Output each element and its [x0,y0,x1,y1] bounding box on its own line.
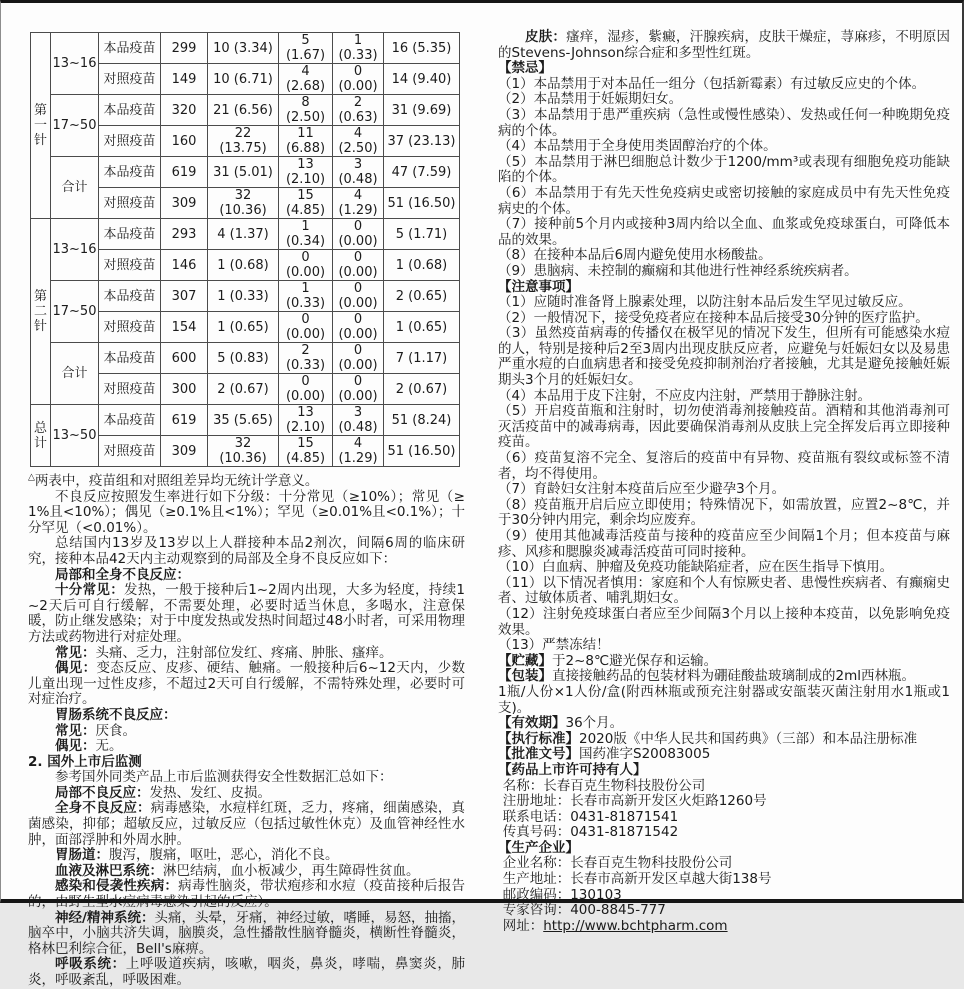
table-cell-arm: 本品疫苗 [99,33,161,64]
table-cell-arm: 本品疫苗 [99,219,161,250]
table-cell: 320 [161,95,208,126]
paragraph [498,794,950,810]
paragraph-text: （9）使用其他减毒活疫苗与接种的疫苗应至少间隔1个月；但本疫苗与麻疹、风疹和腮腺炎减毒活疫苗可同时接种。 [498,528,950,560]
table-cell-age: 合计 [51,157,99,219]
paragraph [498,404,950,451]
paragraph [498,685,950,716]
website-link: http://www.bchtpharm.com [543,917,728,934]
paragraph [498,186,950,217]
paragraph-text: 病毒感染，水痘样红斑，乏力，疼痛，细菌感染，真菌感染，抑郁；超敏反应，过敏反应（包括过敏性休克）及血管神经性水肿，面部浮肿和外周水肿。 [28,800,466,848]
paragraph-label: 【批准文号】 [498,746,579,763]
paragraph-text: （5）开启疫苗瓶和注射时，切勿使消毒剂接触疫苗。酒精和其他消毒剂可灭活疫苗中的减毒病毒，因此要确保消毒剂从皮肤上完全挥发后再立即接种疫苗。 [498,403,950,451]
paragraph-label: 常见： [55,644,96,661]
paragraph-label: 全身不良反应： [55,800,151,817]
table-cell-arm: 对照疫苗 [99,126,161,157]
paragraph-label: 十分常见： [55,582,125,599]
paragraph [498,280,950,296]
paragraph-text: （2）本品禁用于妊娠期妇女。 [498,91,683,108]
table-cell-arm: 本品疫苗 [99,281,161,312]
table-cell-arm: 本品疫苗 [99,157,161,188]
table-cell: 2 (0.67) [384,374,460,405]
paragraph-text: （3）虽然疫苗病毒的传播仅在极罕见的情况下发生，但所有可能感染水痘的人，特别是接种后2至3周内出现皮肤反应者，应避免与妊娠妇女以及易患严重水痘的白血病患者和接受免疫抑制剂治疗者接触，尤其是避免接触妊娠期头3个月的妊娠妇女。 [498,325,950,389]
table-cell-arm: 对照疫苗 [99,374,161,405]
paragraph-label: 【生产企业】 [498,839,579,856]
paragraph [498,607,950,638]
paragraph [28,583,465,645]
table-cell: 21 (6.56) [208,95,279,126]
paragraph [28,879,465,910]
table-cell: 307 [161,281,208,312]
table-cell: 293 [161,219,208,250]
table-cell: 619 [161,157,208,188]
paragraph-text: （11）以下情况者慎用：家庭和个人有惊厥史者、患慢性疾病者、有癫痫史者、过敏体质者、哺乳期妇女。 [498,574,950,607]
paragraph [498,155,950,186]
paragraph-text: 邮政编码：130103 [502,886,622,903]
paragraph [28,568,465,584]
paragraph-text: 上呼吸道疾病，咳嗽，咽炎，鼻炎，哮喘，鼻窦炎，肺炎，呼吸紊乱，呼吸困难。 [28,956,466,988]
paragraph [498,763,950,779]
table-cell: 32 (10.36) [208,436,279,467]
table-cell: 10 (3.34) [208,33,279,64]
paragraph-text: 不良反应按照发生率进行如下分级：十分常见（≥10%）；常见（≥1%且<10%）；偶见（≥0.1%且<1%）；罕见（≥0.01%且<0.1%）；十分罕见（<0.01%）。 [28,488,465,536]
left-column-text [28,474,465,989]
table-cell: 0 (0.00) [333,281,384,312]
table-cell: 31 (9.69) [384,95,460,126]
table-row [31,219,460,250]
paragraph [498,825,950,841]
paragraph [28,724,465,740]
table-cell: 16 (5.35) [384,33,460,64]
table-cell-dose-group: 第二针 [31,219,51,405]
paragraph [28,708,465,724]
paragraph-label: 感染和侵袭性疾病： [55,878,179,895]
paragraph-text: 网址： [502,917,544,934]
table-cell: 309 [161,436,208,467]
table-cell: 3 (0.48) [333,157,384,188]
paragraph-text: 企业名称：长春百克生物科技股份公司 [502,855,733,872]
table-row [31,343,460,374]
table-cell: 3 (0.48) [333,405,384,436]
paragraph-label: 胃肠系统不良反应： [55,706,177,723]
paragraph-label: 呼吸系统： [55,956,126,973]
table-cell: 47 (7.59) [384,157,460,188]
paragraph [28,801,465,848]
paragraph [498,30,950,61]
table-cell-arm: 对照疫苗 [99,312,161,343]
paragraph-label: 血液及淋巴系统： [55,862,163,879]
table-cell: 15 (4.85) [279,436,333,467]
table-cell-age: 13~16 [51,33,99,95]
paragraph-text: 1瓶/人份×1人份/盒(附西林瓶或预充注射器或安瓿装灭菌注射用水1瓶或1支)。 [498,683,950,716]
paragraph-text: 发热、发红、皮损。 [149,784,271,801]
table-cell: 4 (1.37) [208,219,279,250]
table-row [31,33,460,64]
table-cell-age: 合计 [51,343,99,405]
paragraph-text: （10）白血病、肿瘤及免疫功能缺陷症者，应在医生指导下慎用。 [498,559,894,576]
paragraph-text: （9）患脑病、未控制的癫痫和其他进行性神经系统疾病者。 [498,262,858,279]
table-cell: 4 (2.68) [279,64,333,95]
table-cell: 0 (0.00) [333,312,384,343]
paragraph [498,888,950,904]
paragraph-text: 直接接触药品的包装材料为硼硅酸盐玻璃制成的2ml西林瓶。 [552,668,915,685]
paragraph [498,560,950,576]
table-cell: 5 (0.83) [208,343,279,374]
paragraph [28,490,465,537]
paragraph [28,957,465,988]
table-cell: 1 (0.68) [208,250,279,281]
table-cell: 1 (0.65) [208,312,279,343]
table-cell: 619 [161,405,208,436]
table-cell: 8 (2.50) [279,95,333,126]
table-cell: 154 [161,312,208,343]
table-cell-arm: 对照疫苗 [99,64,161,95]
paragraph-text: 变态反应、皮疹、硬结、触痛。一般接种后6~12天内，少数儿童出现一过性皮疹，不超过2天可自行缓解，不需特殊处理，必要时可对症治疗。 [28,660,466,708]
paragraph [498,498,950,529]
table-cell: 35 (5.65) [208,405,279,436]
paragraph-text: 专家咨询：400-8845-777 [502,902,666,919]
paragraph-text: 参考国外同类产品上市后监测获得安全性数据汇总如下： [55,769,393,786]
paragraph-text: （6）本品禁用于有先天性免疫病史或密切接触的家庭成员中有先天性免疫病史的个体。 [498,184,950,217]
paragraph-text: 头痛，头晕，牙痛，神经过敏，嗜睡，易怒，抽搐，脑卒中，小脑共济失调，脑膜炎，急性播散性脑脊髓炎，横断性脊髓炎，格林巴利综合征，Bell's麻痹。 [28,909,465,957]
paragraph-text: （5）本品禁用于淋巴细胞总计数少于1200/mm³或表现有细胞免疫功能缺陷的个体。 [498,153,950,186]
table-cell: 299 [161,33,208,64]
right-column-text [498,30,950,934]
paragraph-text: 名称：长春百克生物科技股份公司 [502,777,706,794]
paragraph-text: （12）注射免疫球蛋白者应至少间隔3个月以上接种本疫苗，以免影响免疫效果。 [498,605,950,638]
paragraph [28,911,465,958]
table-cell: 1 (0.65) [384,312,460,343]
table-cell-age: 13~16 [51,219,99,281]
table-cell: 4 (2.50) [333,126,384,157]
paragraph-text: 2020版《中华人民共和国药典》（三部）和本品注册标准 [579,730,918,747]
paragraph-label: 【注意事项】 [498,278,579,295]
table-cell: 146 [161,250,208,281]
paragraph [498,872,950,888]
paragraph [498,638,950,654]
paragraph [28,739,465,755]
paragraph-text: （7）接种前5个月内或接种3周内给以全血、血浆或免疫球蛋白，可降低本品的效果。 [498,216,950,248]
paragraph-label: 【有效期】 [498,715,566,732]
paragraph-text: 总结国内13岁及13岁以上人群接种本品2剂次，间隔6周的临床研究，接种本品42天内主动观察到的局部及全身不良反应如下： [28,535,465,567]
table-cell: 0 (0.00) [279,374,333,405]
paragraph-label: 【包装】 [498,668,552,685]
paragraph-text: （1）本品禁用于对本品任一组分（包括新霉素）有过敏反应史的个体。 [498,75,926,92]
paragraph [498,654,950,670]
paragraph [498,295,950,311]
paragraph-label: 偶见： [55,660,97,677]
table-cell: 51 (8.24) [384,405,460,436]
paragraph-text: 注册地址：长春市高新开发区火炬路1260号 [502,793,767,810]
paragraph [28,770,465,786]
table-cell: 31 (5.01) [208,157,279,188]
paragraph-text: 瘙痒，湿疹，紫癜，汗腺疾病，皮肤干燥症，荨麻疹，不明原因的Stevens-Johnson综合症和多型性红斑。 [498,29,951,61]
paragraph-text: 于2~8℃避光保存和运输。 [552,652,718,669]
table-cell-arm: 本品疫苗 [99,405,161,436]
paragraph [498,779,950,795]
footnote-mark: △ [28,472,35,483]
paragraph [498,669,950,685]
paragraph-text: 发热，一般于接种后1~2周内出现，大多为轻度，持续1~2天后可自行缓解，不需要处理，必要时适当休息，多喝水，注意保暖，防止继发感染；对于中度发热或发热时间超过48小时者，可采用物理方法或药物进行对症处理。 [28,582,465,645]
table-cell: 0 (0.00) [333,250,384,281]
paragraph-text: 传真号码：0431-81871542 [502,824,679,841]
table-cell: 0 (0.00) [333,219,384,250]
table-cell: 2 (0.67) [208,374,279,405]
table-cell: 2 (0.63) [333,95,384,126]
paragraph-label: 局部不良反应： [55,784,150,801]
paragraph [498,919,950,935]
table-cell-age: 13~50 [51,405,99,467]
table-cell-arm: 对照疫苗 [99,188,161,219]
paragraph [498,264,950,280]
paragraph-text: 厌食。 [95,722,136,739]
paragraph-text: （6）疫苗复溶不完全、复溶后的疫苗中有异物、疫苗瓶有裂纹或标签不清者，均不得使用。 [498,450,950,482]
table-cell: 11 (6.88) [279,126,333,157]
paragraph-text: （1）应随时准备肾上腺素处理，以防注射本品后发生罕见过敏反应。 [498,294,912,311]
paragraph [498,810,950,826]
paragraph [498,732,950,748]
paragraph-label: 【禁忌】 [498,60,552,77]
table-cell: 51 (16.50) [384,436,460,467]
table-cell: 5 (1.71) [384,219,460,250]
table-cell: 0 (0.00) [279,250,333,281]
paragraph [498,108,950,139]
table-cell: 2 (0.65) [384,281,460,312]
left-column [28,30,465,989]
table-cell-dose-group: 第一针 [31,33,51,219]
paragraph [498,217,950,248]
table-cell: 0 (0.00) [333,343,384,374]
table-cell: 51 (16.50) [384,188,460,219]
table-row [31,95,460,126]
paragraph-label: 偶见： [55,738,96,755]
table-cell: 4 (1.29) [333,188,384,219]
table-cell: 1 (0.34) [279,219,333,250]
paragraph-text: （4）本品禁用于全身使用类固醇治疗的个体。 [498,138,777,155]
paragraph [498,716,950,732]
paragraph-label: 【执行标准】 [498,730,579,747]
paragraph [498,248,950,264]
paragraph [498,529,950,560]
paragraph-label: 胃肠道： [55,847,109,864]
paragraph-label: 常见： [55,722,96,739]
paragraph-text: 病毒性脑炎，带状疱疹和水痘（疫苗接种后报告的，由野生型水痘病毒感染引起的反应）。 [28,878,466,911]
table-cell: 160 [161,126,208,157]
table-cell: 32 (10.36) [208,188,279,219]
table-cell: 7 (1.17) [384,343,460,374]
paragraph-text: 淋巴结病，血小板减少，再生障碍性贫血。 [163,862,420,879]
paragraph-label: 局部和全身不良反应： [55,566,190,583]
paragraph [498,92,950,108]
paragraph-text: 无。 [95,738,123,755]
paragraph [498,903,950,919]
paragraph [28,848,465,864]
paragraph [498,139,950,155]
paragraph-text: 头痛、乏力，注射部位发红、疼痛、肿胀、瘙痒。 [95,644,393,661]
table-cell: 0 (0.00) [333,64,384,95]
right-column [498,30,950,934]
table-cell: 15 (4.85) [279,188,333,219]
paragraph-text: （2）一般情况下，接受免疫者应在接种本品后接受30分钟的医疗监护。 [498,309,929,326]
paragraph [498,747,950,763]
paragraph [498,576,950,607]
table-cell-arm: 对照疫苗 [99,250,161,281]
paragraph [498,482,950,498]
paragraph-label: 皮肤： [525,29,567,45]
paragraph-label: 2. 国外上市后监测 [28,753,142,770]
paragraph [498,856,950,872]
paragraph-text: （3）本品禁用于患严重疾病（急性或慢性感染）、发热或任何一种晚期免疫病的个体。 [498,106,950,139]
table-cell: 22 (13.75) [208,126,279,157]
table-cell: 10 (6.71) [208,64,279,95]
paragraph-text: 国药准字S20083005 [579,746,711,763]
table-cell: 149 [161,64,208,95]
paragraph-text: 36个月。 [565,715,624,732]
paragraph-text: （8）在接种本品后6周内避免使用水杨酸盐。 [498,247,772,264]
table-cell: 309 [161,188,208,219]
table-cell: 1 (0.33) [333,33,384,64]
table-cell: 300 [161,374,208,405]
paragraph-text: 联系电话：0431-81871541 [502,808,679,825]
paragraph-text: （8）疫苗瓶开启后应立即使用；特殊情况下，如需放置，应置2~8℃，并于30分钟内用完，剩余均应废弃。 [498,496,950,529]
paragraph [498,389,950,405]
table-cell: 2 (0.33) [279,343,333,374]
table-cell-arm: 本品疫苗 [99,343,161,374]
paragraph-text: 腹泻，腹痛，呕吐，恶心，消化不良。 [109,847,339,864]
table-cell: 13 (2.10) [279,405,333,436]
table-cell: 1 (0.33) [208,281,279,312]
table-cell: 1 (0.33) [279,281,333,312]
paragraph-text: （4）本品用于皮下注射，不应皮内注射，严禁用于静脉注射。 [498,387,872,404]
table-cell: 37 (23.13) [384,126,460,157]
paragraph-label: 【药品上市许可持有人】 [498,761,647,778]
table-cell: 600 [161,343,208,374]
paragraph [498,61,950,77]
paragraph [28,536,465,567]
table-cell: 0 (0.00) [333,374,384,405]
table-cell: 0 (0.00) [279,312,333,343]
table-row [31,157,460,188]
paragraph [28,474,465,490]
paragraph [498,326,950,388]
paragraph [28,755,465,771]
paragraph-text: （13）严禁冻结！ [498,637,610,654]
paragraph-label: 神经/精神系统： [55,909,155,926]
table-cell: 14 (9.40) [384,64,460,95]
table-cell: 4 (1.29) [333,436,384,467]
table-cell: 13 (2.10) [279,157,333,188]
table-cell-arm: 本品疫苗 [99,95,161,126]
paragraph-text: 两表中，疫苗组和对照组差异均无统计学意义。 [34,473,319,489]
table-cell: 5 (1.67) [279,33,333,64]
paragraph-text: （7）育龄妇女注射本疫苗后应至少避孕3个月。 [498,481,786,498]
paragraph [498,451,950,482]
table-row [31,281,460,312]
table-cell-age: 17~50 [51,95,99,157]
paragraph [28,646,465,662]
paragraph [28,661,465,708]
paragraph-text: 生产地址：长春市高新开发区卓越大街138号 [502,871,772,888]
table-row [31,405,460,436]
table-cell-age: 17~50 [51,281,99,343]
adverse-reactions-table [30,32,460,467]
table-cell-dose-group: 总计 [31,405,51,467]
paragraph [498,311,950,327]
table-cell-arm: 对照疫苗 [99,436,161,467]
table-cell: 1 (0.68) [384,250,460,281]
paragraph-label: 【贮藏】 [498,652,552,669]
